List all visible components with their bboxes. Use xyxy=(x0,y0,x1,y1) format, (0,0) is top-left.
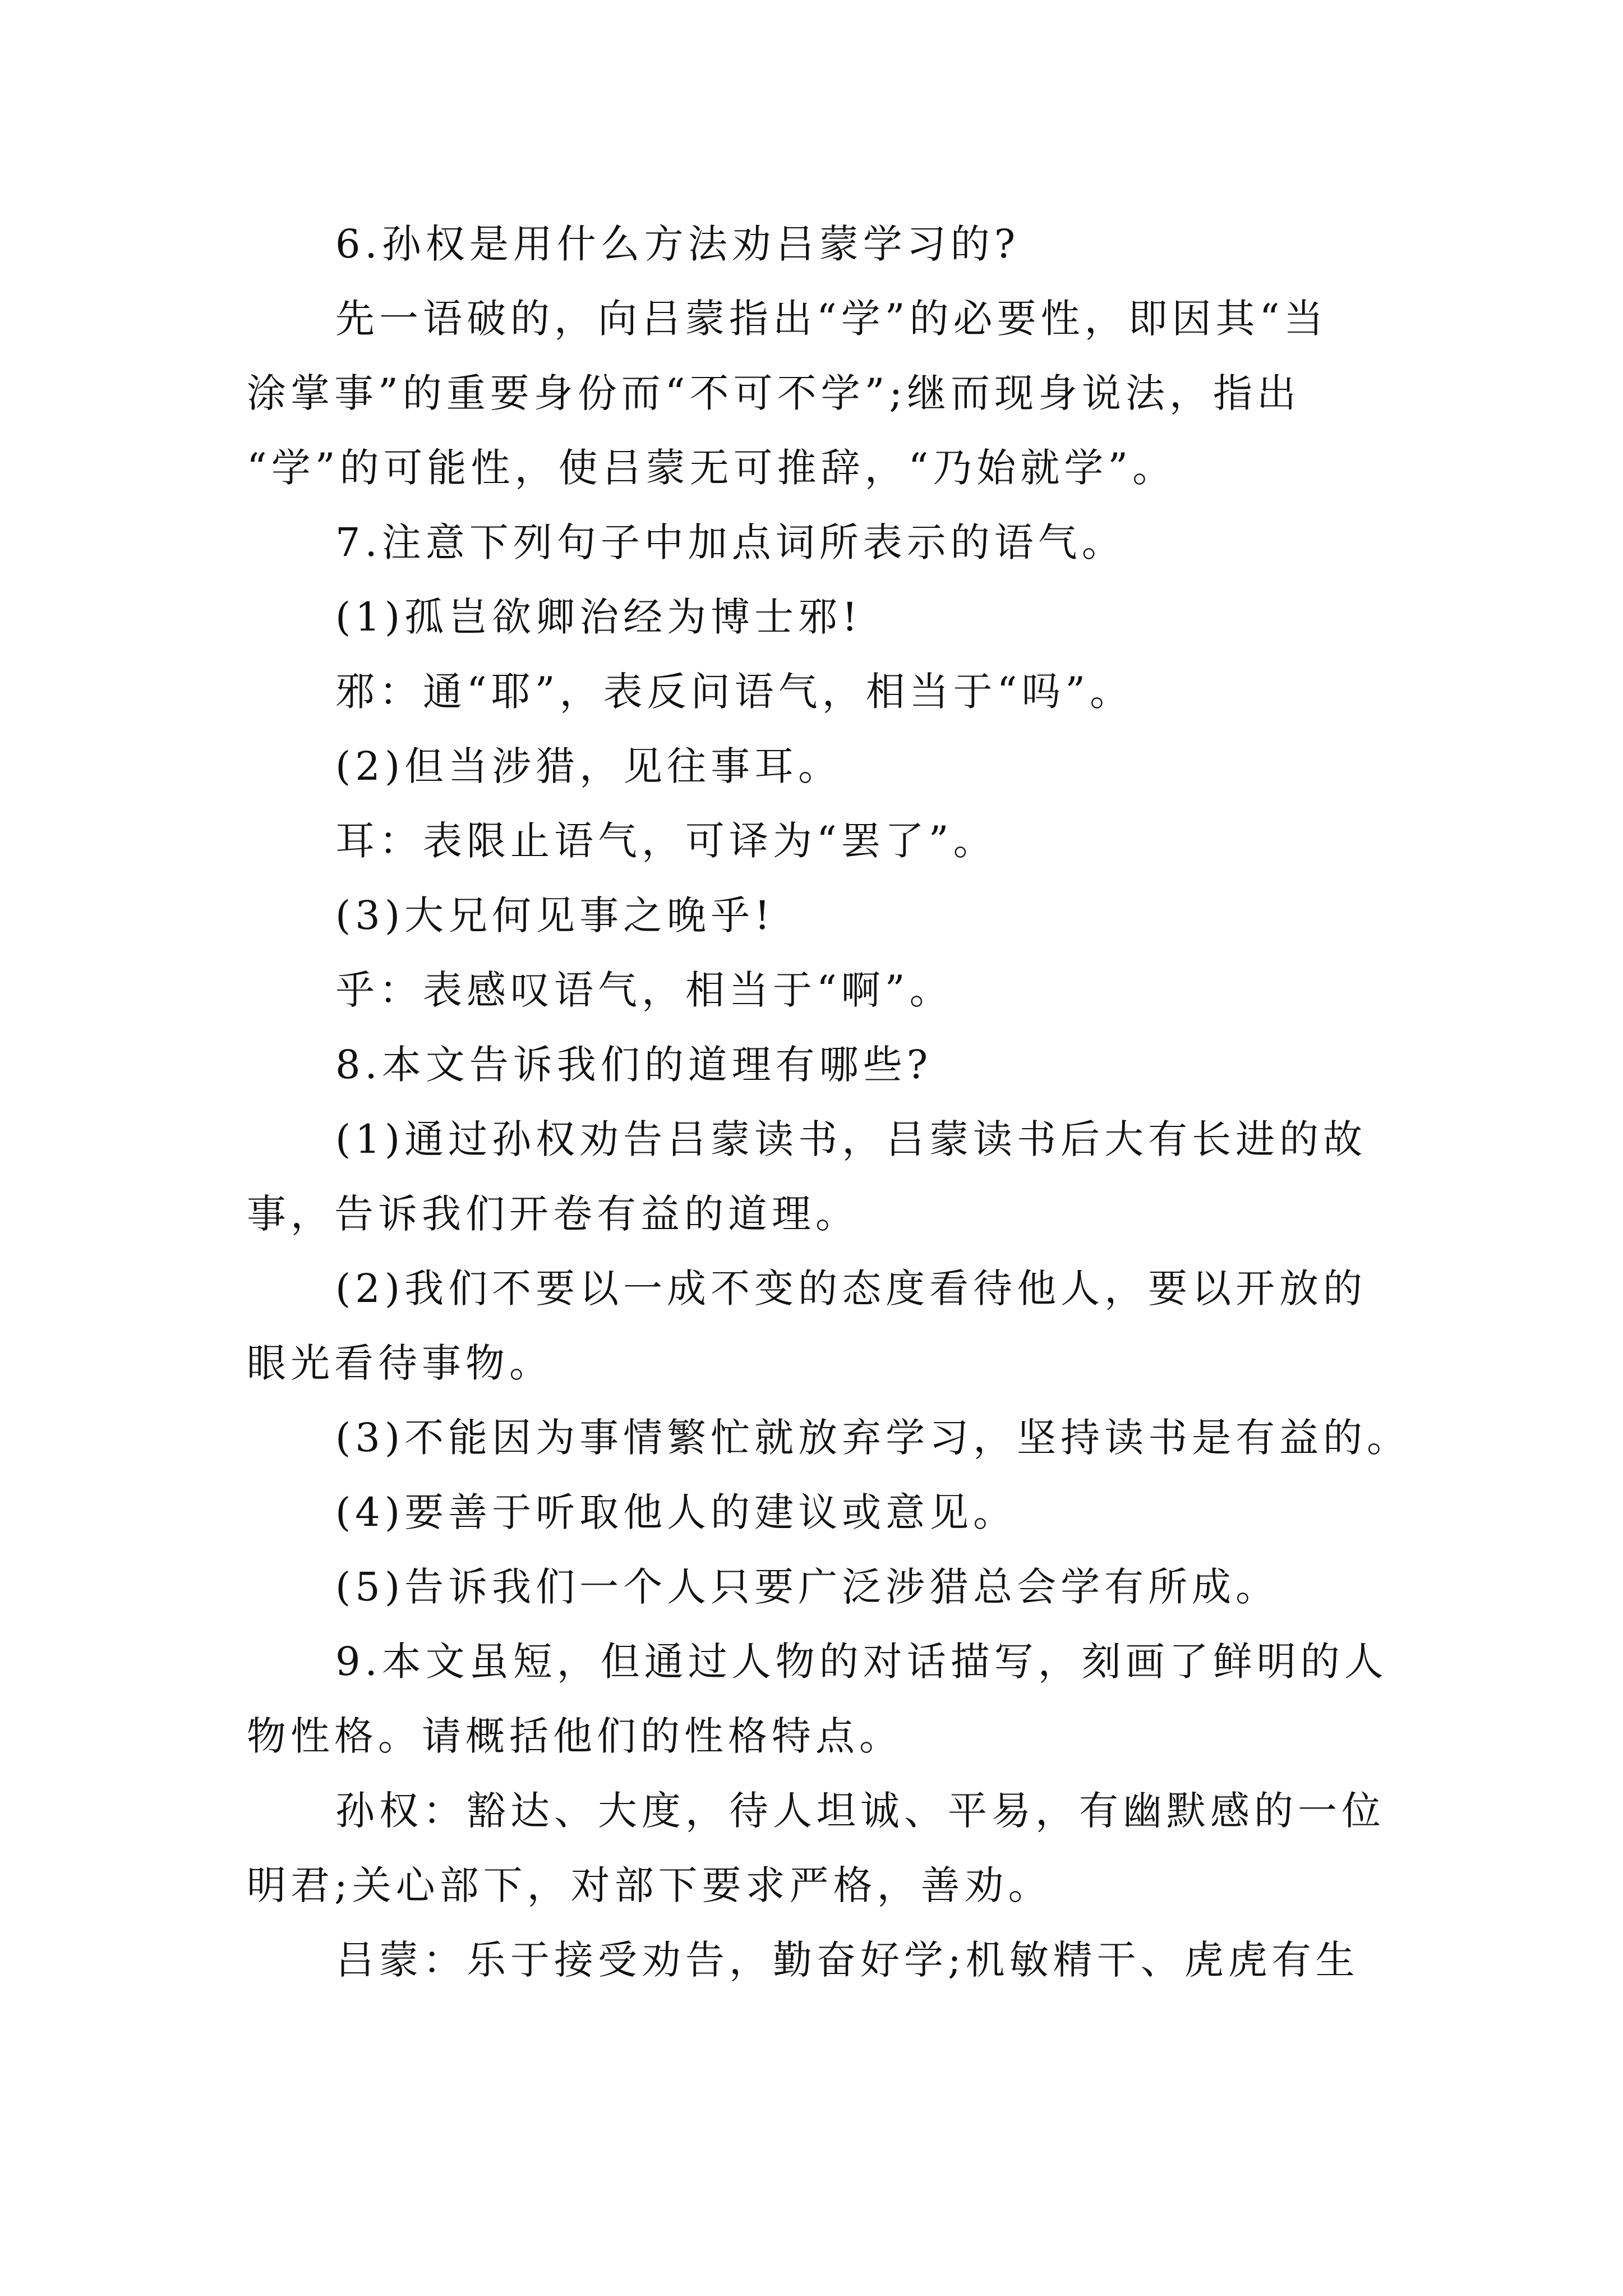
question-8: 8.本文告诉我们的道理有哪些? xyxy=(335,1042,933,1088)
answer-6-line-3: “学”的可能性，使吕蒙无可推辞，“乃始就学”。 xyxy=(247,445,1177,491)
item-7-3: (3)大兄何见事之晚乎! xyxy=(335,892,775,938)
question-7: 7.注意下列句子中加点词所表示的语气。 xyxy=(335,519,1126,565)
item-8-5: (5)告诉我们一个人只要广泛涉猎总会学有所成。 xyxy=(335,1564,1280,1610)
item-7-2-note: 耳：表限止语气，可译为“罢了”。 xyxy=(335,818,997,864)
item-8-4: (4)要善于听取他人的建议或意见。 xyxy=(335,1489,1017,1535)
item-7-1-note: 邪：通“耶”，表反问语气，相当于“吗”。 xyxy=(335,669,1134,715)
answer-6-line-1: 先一语破的，向吕蒙指出“学”的必要性，即因其“当 xyxy=(335,296,1328,342)
answer-9-sunquan-line-2: 明君;关心部下，对部下要求严格，善劝。 xyxy=(247,1862,1052,1908)
item-8-1-line-1: (1)通过孙权劝告吕蒙读书，吕蒙读书后大有长进的故 xyxy=(335,1116,1367,1162)
question-9-line-1: 9.本文虽短，但通过人物的对话描写，刻画了鲜明的人 xyxy=(335,1639,1388,1685)
answer-9-sunquan-line-1: 孙权：豁达、大度，待人坦诚、平易，有幽默感的一位 xyxy=(335,1788,1385,1834)
item-8-1-line-2: 事，告诉我们开卷有益的道理。 xyxy=(247,1191,859,1237)
item-8-2-line-1: (2)我们不要以一成不变的态度看待他人，要以开放的 xyxy=(335,1266,1367,1312)
item-8-3: (3)不能因为事情繁忙就放弃学习，坚持读书是有益的。 xyxy=(335,1415,1411,1461)
item-7-1: (1)孤岂欲卿治经为博士邪! xyxy=(335,594,863,640)
item-7-3-note: 乎：表感叹语气，相当于“啊”。 xyxy=(335,967,953,1013)
answer-6-line-2: 涂掌事”的重要身份而“不可不学”;继而现身说法，指出 xyxy=(247,370,1301,416)
question-6: 6.孙权是用什么方法劝吕蒙学习的? xyxy=(335,221,1020,267)
question-9-line-2: 物性格。请概括他们的性格特点。 xyxy=(247,1713,903,1759)
item-7-2: (2)但当涉猎，见往事耳。 xyxy=(335,743,842,789)
answer-9-lvmeng-line-1: 吕蒙：乐于接受劝告，勤奋好学;机敏精干、虎虎有生 xyxy=(335,1937,1359,1983)
item-8-2-line-2: 眼光看待事物。 xyxy=(247,1340,553,1386)
